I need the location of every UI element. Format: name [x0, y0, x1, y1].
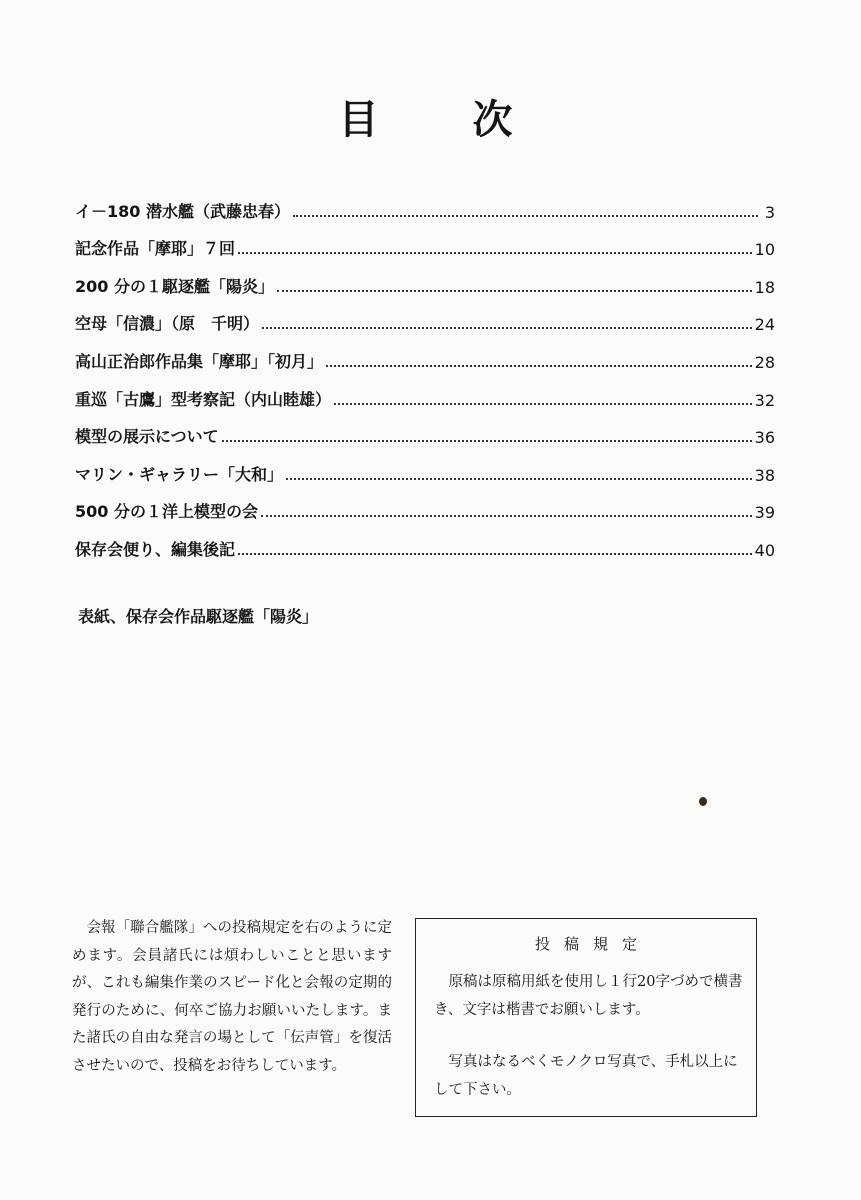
toc-entry-page-number: 36: [754, 428, 775, 448]
toc-entry: [75, 222, 775, 260]
toc-entry-page-number: 18: [754, 277, 775, 297]
toc-entry: [75, 410, 775, 448]
toc-entry-page-number: 24: [754, 315, 775, 335]
toc-entry-title: マリン・ギャラリー「大和」: [75, 464, 284, 484]
toc-entry-page-number: 39: [754, 503, 775, 523]
toc-entry-title: 記念作品「摩耶」７回: [75, 239, 236, 259]
toc-leader-dots: [238, 553, 752, 555]
toc-entry: [75, 334, 775, 372]
submission-rules-box: [415, 918, 757, 1117]
toc-entry: [75, 184, 775, 222]
toc-entry-title: 500 分の１洋上模型の会: [75, 502, 258, 522]
toc-leader-dots: [326, 365, 752, 367]
page-title: 目 次: [338, 97, 553, 143]
toc-entry: [75, 297, 775, 335]
toc-entry: [75, 259, 775, 297]
toc-entry-title: イ－180 潜水艦（武藤忠春）: [75, 201, 290, 221]
rules-paragraph-photo: 写真はなるべくモノクロ写真で、手札以上にして下さい。: [434, 1054, 738, 1098]
toc-entry-page-number: 40: [754, 540, 775, 560]
toc-leader-dots: [261, 515, 752, 517]
toc-entry-page-number: 3: [764, 202, 775, 222]
submission-intro-text: 会報「聯合艦隊」への投稿規定を右のように定めます。会員諸氏には煩わしいことと思いますが、これも編集作業のスピード化と会報の定期的発行のために、何卒ご協力お願いいたします。また諸氏の自由な発言の場として「伝声管」を復活させたいので、投稿をお待ちしています。: [72, 920, 392, 1074]
toc-entry-page-number: 32: [754, 390, 775, 410]
toc-entry-title: 重巡「古鷹」型考察記（内山睦雄）: [75, 389, 332, 409]
toc-entry-title: 高山正治郎作品集「摩耶」「初月」: [75, 351, 324, 371]
toc-entry-title: 空母「信濃」（原 千明）: [75, 314, 260, 334]
toc-entry-title: 保存会便り、編集後記: [75, 539, 236, 559]
toc-entry-page-number: 38: [754, 465, 775, 485]
cover-note: 表紙、保存会作品駆逐艦「陽炎」: [78, 607, 319, 626]
toc-entry: [75, 522, 775, 560]
toc-entry: [75, 447, 775, 485]
toc-entry-title: 200 分の１駆逐艦「陽炎」: [75, 276, 274, 296]
table-of-contents: [75, 184, 775, 560]
toc-leader-dots: [293, 215, 758, 217]
toc-entry: [75, 485, 775, 523]
toc-entry: [75, 372, 775, 410]
toc-leader-dots: [222, 440, 752, 442]
rules-title: 投稿規定: [534, 935, 651, 953]
toc-leader-dots: [277, 290, 752, 292]
toc-leader-dots: [238, 252, 752, 254]
toc-entry-page-number: 10: [754, 240, 775, 260]
paper-speck: [699, 797, 707, 806]
toc-entry-title: 模型の展示について: [75, 427, 219, 447]
rules-paragraph-manuscript: 原稿は原稿用紙を使用し１行20字づめで横書き、文字は楷書でお願いします。: [434, 974, 743, 1018]
toc-leader-dots: [262, 327, 752, 329]
toc-leader-dots: [286, 478, 752, 480]
toc-leader-dots: [334, 403, 752, 405]
toc-entry-page-number: 28: [754, 352, 775, 372]
